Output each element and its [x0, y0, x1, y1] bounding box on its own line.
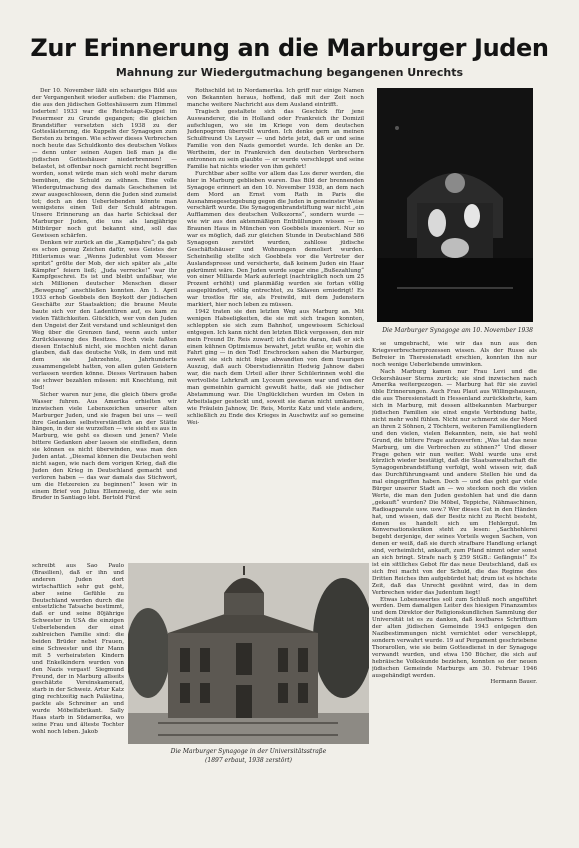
paragraph: Etwas Lobenswertes soll zum Schluß noch angeführt werden. Dem damaligen Leiter des hiesigen Finanzamtes und dem Direktor der Religionskundlichen Sammlung der Universität ist es zu danken, daß kostbares Schrifttum der alten jüdischen Gemeinde 1943 entgegen den Nazibestimmungen nicht vernichtet oder verschleppt, sondern verwahrt wurde. 19 auf Pergament geschriebene Thorarollen, wie sie beim Gottesdienst in der Synagoge verwandt wurden, und etwa 150 Bücher, die sich auf hebräische Volkskunde beziehen, konnten so der neuen jüdischen Gemeinde Marburgs am 30. Februar 1946 ausgehändigt werden. [372, 596, 537, 679]
article-subtitle: Mahnung zur Wiedergutmachung begangenen Unrechts [115, 66, 464, 79]
photo-caption: Die Marburger Synagoge am 10. November 1938 [382, 327, 533, 334]
burning-synagogue-photo [377, 88, 533, 322]
paragraph: Furchtbar aber sollte vor allem das Los derer werden, die hier in Marburg geblieben waren. Das Bild der brennenden Synagoge erinnert an den 10. November 1938, an dem nach dem Mord an Ernst vom Rath in Paris die Ausnahmegesetzgebung gegen die Juden in gemeinster Weise verschärft wurde. Die Synagogenbrandstiftung war nicht „ein Aufflammen des deutschen Volkszorns“, sondern wurde — wie wir aus den aktenmäßigen Enthüllungen wissen — im Braunen Haus in München von Goebbels inszeniert. Nur so war es möglich, daß zur gleichen Stunde in Deutschland 586 Synagogen zerstört wurden, zahllose jüdische Geschäftshäuser und Wohnungen demoliert wurden. Scheinheilig stellte sich Goebbels vor die Vertreter der Auslandspresse und versicherte, daß keinem Juden ein Haar gekrümmt wäre. Den Juden wurde sogar eine „Bußezahlung“ von einer Milliarde Mark auferlegt (nachträglich noch um 25 Prozent erhöht) und planmäßig wurden sie fortan völlig ausgeplündert, völlig entrechtet, zu Sklaven erniedrigt! Es war trostlos für sie, als Freiwild, mit dem Judenstern markiert, hier noch leben zu müssen. [187, 170, 364, 309]
paragraph: schreibt aus Sao Paulo (Brasilien), daß er ihn und anderen Juden dort wirtschaftlich sehr gut geht, aber seine Gefühle zu Deutschland werden durch die entsetzliche Tatsache bestimmt, daß er und seine 80jährige Schwester in USA die einzigen Ueberlebenden der einst zahlreichen Familie sind: die beiden Brüder nebst Frauen, eine Schwester und ihr Mann mit 5 verheirateten Kindern und Enkelkindern wurden von den Nazis vergast! Siegmund Freund, der in Marburg allseits geschätzte Vereinskamerad, starb in der Schweiz. Artur Katz ging rechtzeitig nach Palästina, packte als Schreiner an und wurde Möbelfabrikant. Sally Haas starb in Südamerika, wo seine Frau und älteste Tochter wohl noch leben. Jakob [32, 563, 124, 735]
synagogue-building-photo [128, 563, 369, 744]
article-column-2 [187, 88, 364, 563]
photo-caption: Die Marburger Synagoge in der Universitätsstraße [170, 748, 327, 755]
paragraph: 1942 traten sie den letzten Weg aus Marburg an. Mit wenigen Habseligkeiten, die sie mit sich tragen konnten, schleppten sie sich zum Bahnhof, ungewissem Schicksal entgegen. Ich kann nicht den letzten Blick vergessen, den mir mein Freund Dr. Reis zuwarf; ich dachte daran, daß er sich einen kühnen Optimismus bewahrt, jetzt wußte er, wohin die Fahrt ging — in den Tod! Erschrocken sahen die Marburger, soweit sie sich nicht feige abwandten von dem traurigen Auszug, daß auch Oberstudienrätin Hedwig Jahnow dabei war, die nach dem Urteil aller ihrer Schülerinnen wohl die wertvollste Lehrkraft am Lyceum gewesen war und von der man gemeinhin garnicht gewußt hatte, daß sie jüdischer Abstammung war. Die Unglücklichen wurden im Osten in Arbeitslager gesteckt und, soweit sie daran nicht umkamen, wie Fräulein Jahnow, Dr. Reis, Moritz Katz und viele andere, schließlich zu Ende des Krieges in Auschwitz auf so gemeine Wei- [187, 309, 364, 426]
photo-caption-date: (1897 erbaut, 1938 zerstört) [205, 757, 292, 764]
paragraph: Nach Marburg kamen nur Frau Levi und die Ockershäuser Sterns zurück; sie sind inzwischen nach Amerika weitergezogen. — Marburg hat für sie zuviel üble Erinnerungen. Auch Frau Plaut aus Willingshausen, die aus Theresienstadt in Hessenland zurückkehrte, kam sich in Marburg, mit dessen altbekannten Marburger jüdischen Familien sie einst engste Verbindung hatte, nicht mehr wohl fühlen. Nicht nur schmerzt sie der Mord an ihren 2 Söhnen, 2 Töchtern, weiteren Familiengliedern und den vielen, vielen Bekannten, nein, sie hat wohl Grund, die bittere Frage aufzuwerfen: „Was tat das neue Marburg, um die Verbrechen zu sühnen?“ Und dieser Frage gehen wir nun weiter. Wohl wurde uns erst kürzlich wieder bestätigt, daß die Staatsanwaltschaft die Synagogenbrandstiftung verfolgt, wohl wissen wir, daß das Durchführungsamt und andere Stellen hie und da mal eingegriffen haben. Doch — und das geht gar viele Bürger unserer Stadt an — wo stecken noch die vielen Werte, die man den Juden gestohlen hat und die dann „gekauft“ wurden? Die Möbel, Teppiche, Nähmaschinen, Radioapparate usw. usw.? Wer dieses Gut in den Händen hat, und wissen, daß der Besitz nicht zu Recht besteht, denen es handelt sich um Hehlergut. Im Konversationslexikon steht zu lesen: „Sachhehlerei begeht derjenige, der seines Vorteils wegen Sachen, von denen er weiß, daß sie durch strafbare Handlung erlangt sind, verheimlicht, ankauft, zum Pfand nimmt oder sonst an sich bringt. Strafe nach § 259 StGB.: Gefängnis!“ Es ist ein sittliches Gebot für das neue Deutschland, daß es sich frei macht von der Schuld, die das Regime des Dritten Reiches ihm aufgebürdet hat; drum ist es höchste Zeit, daß das Unrecht gesühnt wird, das in dem Verbrechen wider das Judentum liegt! [372, 368, 537, 596]
article-column-3 [372, 341, 537, 819]
paragraph: Der 10. November läßt ein schauriges Bild aus der Vergangenheit wieder aufleben: die Flammen, die aus den jüdischen Gotteshäusern zum Himmel loderten! 1933 war die Reichstags-Kuppel im Feuermeer zu Grunde gegangen; die gleichen Brandstifter versetzten sich 1938 zu der Gotteslästerung, die Kuppeln der Synagogen zum Bersten zu bringen. Wie schwer dieses Verbrechen noch heute das Schuldkonto des deutschen Volkes — denn unter seinen Augen ließ man ja die jüdischen Gotteshäuser niederbrennen! — belastet, ist offenbar noch garnicht recht begriffen worden, sonst würde man sich wohl mehr darum bemühen, die Schuld zu sühnen. Eine volle Wiedergutmachung des damals Geschehenen ist zwar ausgeschlossen, denn die Juden sind zumeist tot; doch an den Ueberlebenden könnte man wenigstens einen Teil der Schuld abtragen. Unsere Erinnerung an das harte Schicksal der Marburger Juden, die uns als langjährige Mitbürger noch gut bekannt sind, soll das Gewissen schärfen. [32, 88, 177, 240]
paragraph: Rothschild ist in Nordamerika. Ich griff nur einige Namen von Bekannten heraus, hoffend, daß mit der Zeit noch manche weitere Nachricht aus dem Ausland eintrifft. [187, 88, 364, 108]
article-headline: Zur Erinnerung an die Marburger Juden [30, 34, 549, 62]
paragraph: Tragisch gestaltete sich das Geschick für jene Auswanderer, die in Holland oder Frankreich ihr Domizil aufschlugen, wo sie im Kriege von dem deutschen Judenpogrom überrollt wurden. Ich denke gern an meinen Schulfreund Us Leyser — und hörte jetzt, daß er und seine Familie von den Nazis gemordet wurde. Ich denke an Dr. Wertheim, der in Frankreich den deutschen Verbrechern entronnen zu sein glaubte — er wurde verschleppt und seine Familie hat nichts wieder von ihm gehört! [187, 108, 364, 170]
paragraph: se umgebracht, wie wir das nun aus den Kriegsverbrecherprozessen wissen. Als der Russe als Befreier in Theresienstadt erschien, konnten ihn nur noch wenige Ueberlebende umwinken. [372, 341, 537, 368]
article-column-1-wrap [32, 563, 124, 826]
paragraph: Denken wir zurück an die „Kampfjahre“; da gab es schon genug Zeichen dafür, wes Geistes der Hitlerismus war. „Wenns Judenblut vom Messer spritzt“ grölte der Mob, der sich später als „alte Kämpfer“ feiern ließ; „Juda verrecke!“ war ihr Kampfgeschrei. Es ist und bleibt unfaßbar, wie sich Millionen deutscher Menschen dieser „Bewegung“ anschließen konnten. Am 1. April 1933 erhob Goebbels den Boykott der jüdischen Geschäfte zur Staatsaktion; die braune Meute baute sich vor den Ladentüren auf, es kam zu vielen Tätlichkeiten. Glücklich, wer von den Juden den Ungeist der Zeit verstand und schleunigst den Weg über die Grenzen fand, wenn auch unter Zurücklassung des Besitzes. Doch viele faßten diesen Entschluß nicht, sie mochten nicht daran glauben, daß das deutsche Volk, in dem und mit dem sie Jahrzehnte, Jahrhunderte zusammengelebt hatten, von allen guten Geistern verlassen werden könne. Dieses Vertrauen haben sie schwer bezahlen müssen: mit Knechtung, mit Tod! [32, 239, 177, 391]
signature: Hermann Bauer. [490, 679, 537, 686]
paragraph: Sicher waren nur jene, die gleich übers große Wasser fuhren. Aus Amerika erhielten wir inzwischen viele Lebenszeichen unserer alten Marburger Juden, und sie fragen bei uns — weil ihre Gedanken selbstverständlich an der Stätte hängen, in der sie wurzelten — wie sieht es aus in Marburg, wie geht es diesen und jenen? Viele bittere Gedanken aber lassen sie einfließen, denn sie können es nicht überwinden, was man den Juden antat. „Diesmal können die Deutschen wohl nicht sagen, wie nach dem vorigen Krieg, daß die Juden den Krieg in Deutschland gemacht und verloren haben — das war damals das Stichwort, um die Hetzereien zu beginnen!“ lesen wir in einem Brief von Julius Ellenzweig, der wie sein Bruder in Santiago lebt. Bertold Fürst [32, 391, 177, 502]
